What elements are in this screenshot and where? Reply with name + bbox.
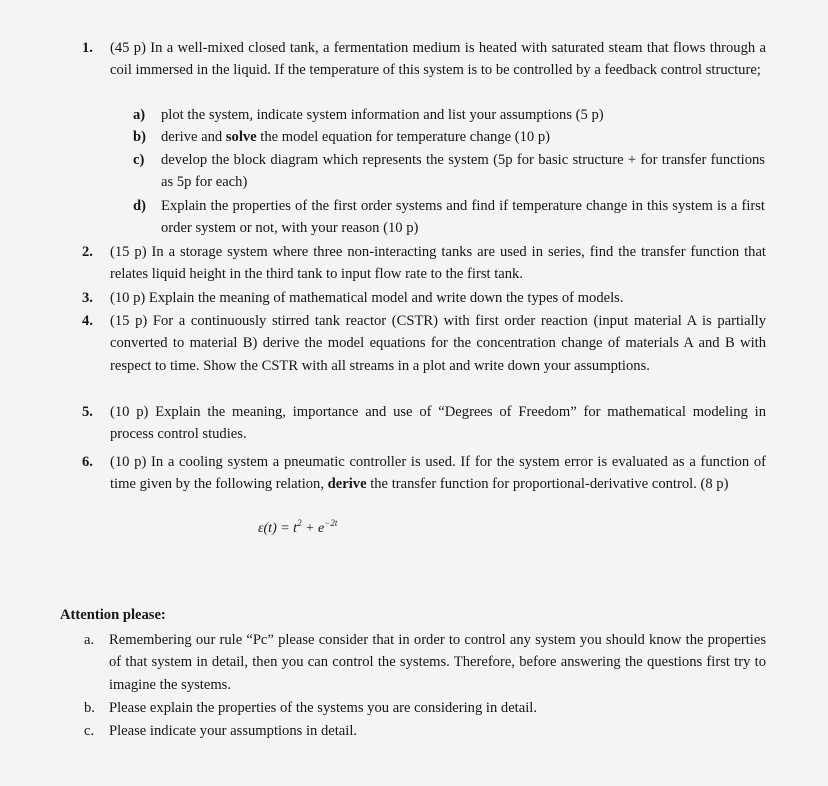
question-number: 4. [82,313,93,329]
question-6 [82,451,766,496]
attention-text: Please explain the properties of the systems you are considering in detail. [109,700,537,716]
attention-label: c. [84,723,95,739]
question-text-post: the transfer function for proportional-derivative control. (8 p) [366,476,729,493]
question-1 [82,37,766,82]
question-text [110,451,766,496]
question-number: 5. [82,404,93,420]
part-text [161,126,765,148]
equation-exponent-1: 2 [297,518,302,528]
question-number: 2. [82,244,93,260]
question-1-part-c [133,149,765,194]
part-text-post: the model equation for temperature change (10 p) [256,129,551,145]
question-number: 6. [82,454,93,470]
question-number: 3. [82,290,93,306]
question-text: (15 p) For a continuously stirred tank reactor (CSTR) with first order reaction (input material A is partially converted to material B) derive the model equations for the concentration change of materials A and B with respect to time. Show the CSTR with all streams in a plot and write down your assumptions. [110,313,766,374]
equation-exponent-2: −2t [324,518,338,528]
attention-item-a [84,629,766,696]
question-number: 1. [82,40,93,56]
attention-label: a. [84,632,95,648]
part-text: plot the system, indicate system information and list your assumptions (5 p) [161,107,604,123]
attention-label: b. [84,700,95,716]
part-label: c) [133,152,145,168]
part-label: a) [133,107,146,123]
part-label: b) [133,129,146,145]
question-keyword: derive [327,476,367,493]
question-2 [82,241,766,286]
question-5 [82,401,766,446]
equation-mid: + e [301,521,325,536]
error-equation [258,518,337,537]
question-1-part-b [133,126,765,148]
part-text: Explain the properties of the first order systems and find if temperature change in this system is a first order system or not, with your reason (10 p) [161,198,765,237]
attention-item-c [84,720,766,742]
attention-text: Remembering our rule “Pc” please consider that in order to control any system you should know the properties of that system in detail, then you can control the systems. Therefore, before answering the questions first try to imagine the systems. [109,632,766,693]
question-1-part-d [133,195,765,240]
question-4 [82,310,766,377]
part-keyword: solve [225,129,257,145]
question-text-pre: (10 p) In a cooling system a pneumatic controller is used. If for the system error is evaluated as a function of time given by the following relation, [110,454,766,493]
attention-title: Attention please: [60,607,166,623]
question-1-part-a [133,104,765,126]
part-text-pre: derive and [161,129,226,145]
attention-text: Please indicate your assumptions in detail. [109,723,358,739]
equation-lhs: ε(t) = t [258,521,298,536]
question-text: (45 p) In a well-mixed closed tank, a fermentation medium is heated with saturated steam that flows through a coil immersed in the liquid. If the temperature of this system is to be controlled by a feedback control structure; [110,40,766,79]
part-text: develop the block diagram which represents the system (5p for basic structure + for transfer functions as 5p for each) [161,152,765,191]
question-text: (10 p) Explain the meaning of mathematical model and write down the types of models. [110,290,624,306]
attention-item-b [84,697,766,719]
question-3 [82,287,766,309]
question-text: (10 p) Explain the meaning, importance and use of “Degrees of Freedom” for mathematical modeling in process control studies. [110,404,766,443]
question-text: (15 p) In a storage system where three non-interacting tanks are used in series, find the transfer function that relates liquid height in the third tank to input flow rate to the first tank. [110,244,766,283]
part-label: d) [133,198,146,214]
